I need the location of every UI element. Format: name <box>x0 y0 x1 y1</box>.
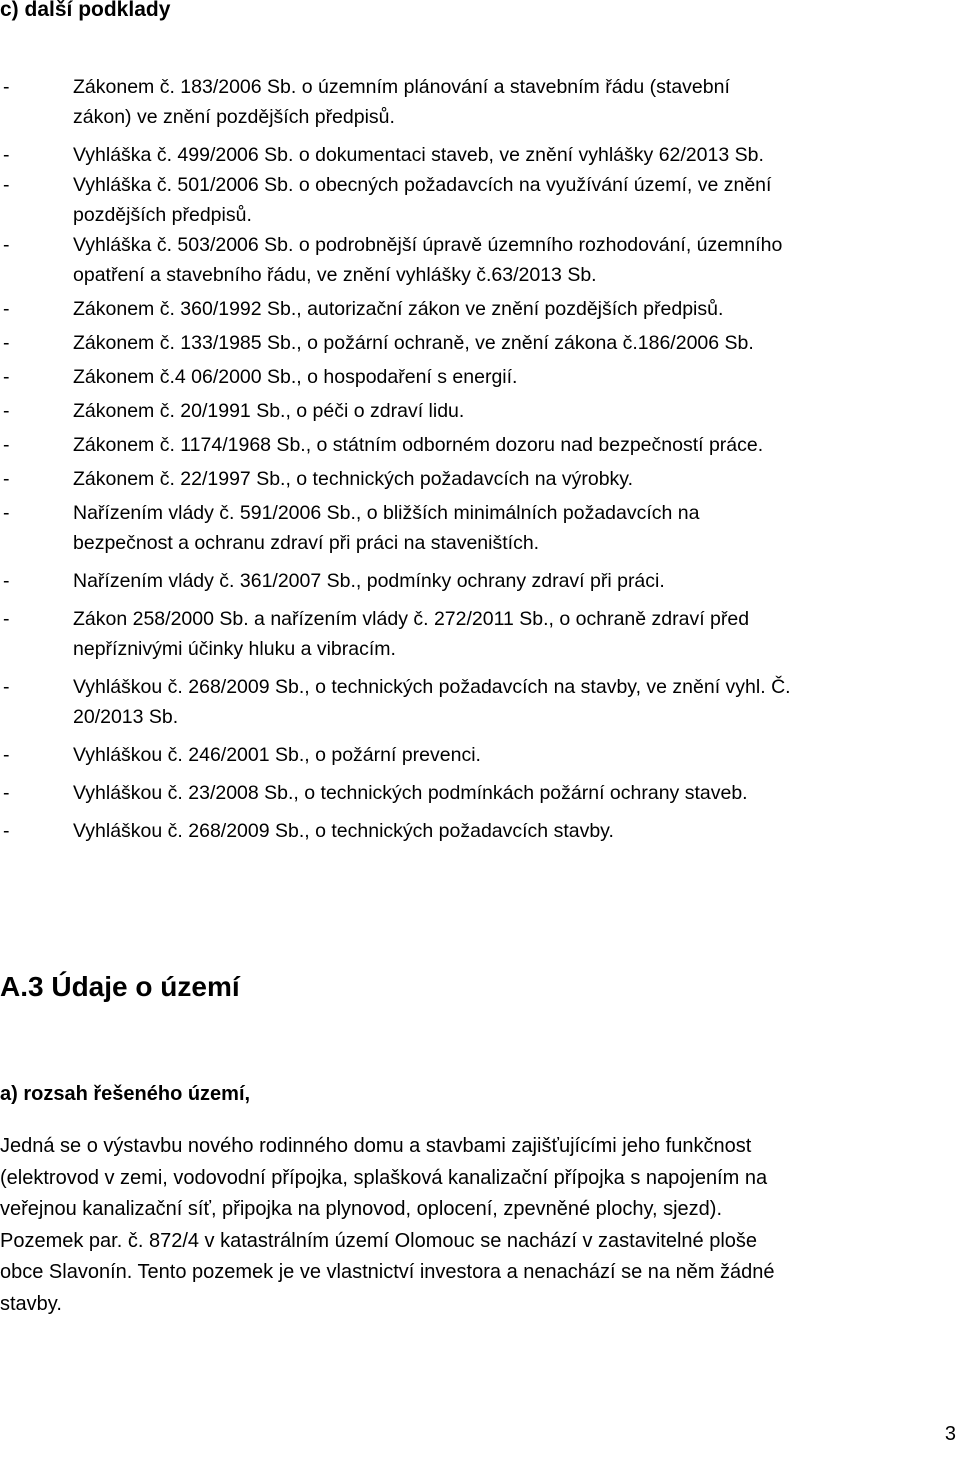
list-item <box>0 294 952 324</box>
list-item-line: zákon) ve znění pozdějších předpisů. <box>73 106 395 128</box>
list-dash: - <box>3 676 10 698</box>
list-item-line: pozdějších předpisů. <box>73 204 252 226</box>
list-item-line: Zákon 258/2000 Sb. a nařízením vlády č. 272/2011 Sb., o ochraně zdraví před <box>73 608 750 630</box>
list-item <box>0 816 952 846</box>
list-item <box>0 170 952 230</box>
list-item-line: Vyhláška č. 501/2006 Sb. o obecných požadavcích na využívání území, ve znění <box>73 174 772 196</box>
list-item-line: 20/2013 Sb. <box>73 706 179 728</box>
list-dash: - <box>3 366 10 388</box>
list-item <box>0 566 952 596</box>
list-item <box>0 140 952 170</box>
list-item-line: Zákonem č. 22/1997 Sb., o technických požadavcích na výrobky. <box>73 468 634 490</box>
area-description-paragraph <box>0 1131 945 1320</box>
list-item <box>0 430 952 460</box>
list-dash: - <box>3 332 10 354</box>
list-item-line: Vyhláška č. 499/2006 Sb. o dokumentaci staveb, ve znění vyhlášky 62/2013 Sb. <box>73 144 764 166</box>
list-item-line: Nařízením vlády č. 361/2007 Sb., podmínky ochrany zdraví při práci. <box>73 570 665 592</box>
paragraph-line: Jedná se o výstavbu nového rodinného domu a stavbami zajišťujícími jeho funkčnost <box>0 1135 752 1157</box>
list-dash: - <box>3 400 10 422</box>
list-item-line: Zákonem č. 183/2006 Sb. o územním plánování a stavebním řádu (stavební <box>73 76 730 98</box>
list-dash: - <box>3 174 10 196</box>
list-dash: - <box>3 468 10 490</box>
list-item <box>0 498 952 558</box>
list-item <box>0 362 952 392</box>
list-item <box>0 230 952 290</box>
list-item <box>0 672 952 732</box>
list-item-line: Zákonem č.4 06/2000 Sb., o hospodaření s energií. <box>73 366 518 388</box>
list-dash: - <box>3 820 10 842</box>
list-item-line: Zákonem č. 20/1991 Sb., o péči o zdraví lidu. <box>73 400 465 422</box>
list-dash: - <box>3 744 10 766</box>
list-item-line: Vyhláškou č. 268/2009 Sb., o technických požadavcích stavby. <box>73 820 614 842</box>
list-dash: - <box>3 434 10 456</box>
paragraph-line: veřejnou kanalizační síť, připojka na plynovod, oplocení, zpevněné plochy, sjezd). <box>0 1198 723 1220</box>
paragraph-line: (elektrovod v zemi, vodovodní přípojka, splašková kanalizační přípojka s napojením na <box>0 1166 768 1189</box>
list-item <box>0 328 952 358</box>
list-item <box>0 778 952 808</box>
list-item-line: Vyhláškou č. 268/2009 Sb., o technických požadavcích na stavby, ve znění vyhl. Č. <box>73 676 791 698</box>
paragraph-line: Pozemek par. č. 872/4 v katastrálním území Olomouc se nachází v zastavitelné ploše <box>0 1229 758 1252</box>
list-dash: - <box>3 782 10 804</box>
list-item-line: Nařízením vlády č. 591/2006 Sb., o bližších minimálních požadavcích na <box>73 502 700 524</box>
page-number: 3 <box>944 1423 956 1445</box>
subsection-heading-a: a) rozsah řešeného území, <box>0 1083 251 1105</box>
list-item-line: bezpečnost a ochranu zdraví při práci na staveništích. <box>73 532 540 554</box>
list-dash: - <box>3 144 10 166</box>
paragraph-line: stavby. <box>0 1292 62 1315</box>
list-item-line: nepříznivými účinky hluku a vibracím. <box>73 638 396 660</box>
list-item-line: opatření a stavebního řádu, ve znění vyhlášky č.63/2013 Sb. <box>73 264 597 286</box>
list-dash: - <box>3 608 10 630</box>
list-item-line: Vyhláška č. 503/2006 Sb. o podrobnější úpravě územního rozhodování, územního <box>73 234 783 256</box>
list-item-line: Zákonem č. 133/1985 Sb., o požární ochraně, ve znění zákona č.186/2006 Sb. <box>73 332 754 354</box>
paragraph-line: obce Slavonín. Tento pozemek je ve vlastnictví investora a nenachází se na něm žádné <box>0 1261 775 1283</box>
list-dash: - <box>3 298 10 320</box>
list-item <box>0 604 952 664</box>
list-item <box>0 464 952 494</box>
list-dash: - <box>3 502 10 524</box>
list-item-line: Vyhláškou č. 23/2008 Sb., o technických podmínkách požární ochrany staveb. <box>73 782 748 804</box>
list-dash: - <box>3 76 10 98</box>
list-item <box>0 396 952 426</box>
list-item-line: Zákonem č. 1174/1968 Sb., o státním odborném dozoru nad bezpečností práce. <box>73 434 764 456</box>
list-item <box>0 740 952 770</box>
list-item-line: Vyhláškou č. 246/2001 Sb., o požární prevenci. <box>73 744 481 766</box>
list-item-line: Zákonem č. 360/1992 Sb., autorizační zákon ve znění pozdějších předpisů. <box>73 298 724 320</box>
list-dash: - <box>3 570 10 592</box>
list-item <box>0 72 952 132</box>
section-heading-c: c) další podklady <box>0 0 171 21</box>
legal-references-list <box>0 72 952 846</box>
list-dash: - <box>3 234 10 256</box>
section-heading-a3: A.3 Údaje o území <box>0 971 240 1002</box>
